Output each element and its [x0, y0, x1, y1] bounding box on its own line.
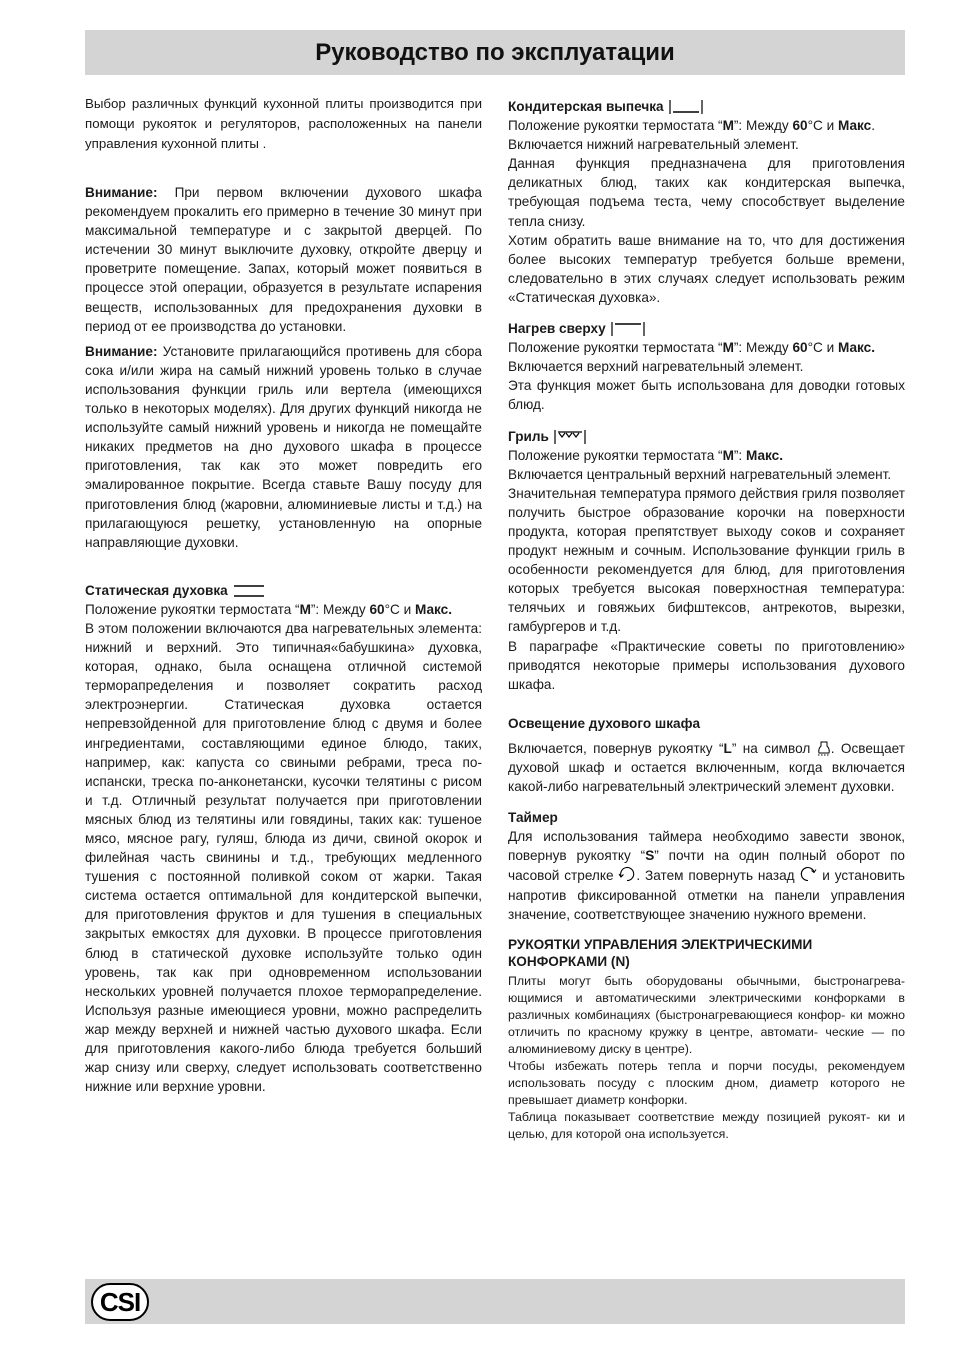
- text: S: [645, 848, 655, 864]
- top-heat-position: [508, 338, 905, 357]
- static-oven-heading-text: Статическая духовка: [85, 582, 228, 598]
- text: M: [722, 447, 734, 463]
- text: Положение рукоятки термостата “: [85, 601, 300, 617]
- left-column: [85, 94, 482, 1096]
- title-bar: [85, 30, 905, 75]
- text: . Затем повернуть назад: [636, 868, 800, 884]
- grill-line-2: Значительная температура прямого действия гриля позволяет получить быстрое образование корочки на поверхности продукта, которая препятствует выходу соков и сохраняет продукт нежным и сочным. Использование функции гриль в особенности рекомендуется для блюд, для приготовления которых требуется высокая поверхностная температура: телячьих и говяжьих бифштексов, антрекотов, вырезки, гамбургеров и т.д.: [508, 485, 905, 635]
- warning-label-2: Внимание:: [85, 343, 158, 359]
- grill-position: [508, 446, 905, 465]
- grill-line-1: Включается центральный верхний нагревательный элемент.: [508, 466, 892, 482]
- warning-paragraph-2: [85, 342, 482, 552]
- text: Положение рукоятки термостата “: [508, 447, 723, 463]
- static-oven-position: [85, 600, 482, 619]
- text: M: [299, 601, 311, 617]
- text: ”:: [733, 447, 746, 463]
- burners-paragraph-3: Таблица показывает соответствие между позицией рукоят- ки и целью, для которой она используется.: [508, 1109, 905, 1141]
- pastry-heading-text: Кондитерская выпечка: [508, 99, 664, 114]
- text: ”: Между: [733, 340, 793, 356]
- top-heat-line-2: Эта функция может быть использована для доводки готовых блюд.: [508, 378, 905, 413]
- grill-icon: [554, 429, 586, 445]
- text: . Освещает духовой шкаф и остается включенным, когда включается какой-либо нагревательный электрический элемент духовки.: [508, 740, 905, 795]
- timer-paragraph: [508, 827, 905, 923]
- oven-lamp-icon: [817, 740, 831, 756]
- text: Макс.: [838, 340, 876, 356]
- warning-paragraph-1: [85, 183, 482, 336]
- pastry-line-1: Включается нижний нагревательный элемент.: [508, 137, 799, 153]
- text: M: [722, 118, 734, 134]
- text: M: [722, 340, 734, 356]
- text: Макс.: [415, 601, 453, 617]
- static-oven-heading: [85, 581, 482, 600]
- pastry-line-2: Данная функция предназначена для приготовления деликатных блюд, таких как кондитерская выпечка, требующая подъема теста, чему способствует выделение тепла снизу.: [508, 156, 905, 229]
- text: L: [723, 740, 732, 756]
- text: 60: [792, 118, 808, 134]
- clockwise-arrow-icon: [618, 865, 636, 883]
- grill-heading: [508, 427, 905, 446]
- top-heat-icon: [611, 321, 645, 337]
- text: ”: Между: [733, 118, 793, 134]
- text: ” на символ: [731, 740, 817, 756]
- text: °С и: [384, 601, 415, 617]
- text: °С и: [807, 118, 838, 134]
- counterclockwise-arrow-icon: [799, 865, 817, 883]
- burners-heading: РУКОЯТКИ УПРАВЛЕНИЯ ЭЛЕКТРИЧЕСКИМИ КОНФОРКАМИ (N): [508, 936, 813, 970]
- warning-text-1: При первом включении духового шкафа рекомендуем прокалить его примерно в течение 30 минут при максимальной температуре и с закрытой дверцей. По истечении 30 минут выключите духовку, откройте дверцу и проветрите помещение. Запах, который может появиться в процессе этой операции, образуется в результате испарения веществ, использованных для предохранения духовки в период от ее производства до установки.: [85, 185, 482, 334]
- text: °С и: [807, 340, 838, 356]
- text: Для использования таймера необходимо завести звонок, повернув рукоятку “: [508, 829, 905, 864]
- intro-paragraph: [85, 94, 482, 154]
- pastry-line-3: Хотим обратить ваше внимание на то, что для достижения более высоких температур требуется больше времени, следовательно в этих случаях следует использовать режим «Статическая духовка».: [508, 232, 905, 305]
- text: ” почти на один полный оборот по часовой стрелке: [508, 848, 905, 884]
- right-column: [508, 94, 905, 1143]
- pastry-position: [508, 116, 905, 135]
- top-heat-line-1: Включается верхний нагревательный элемент.: [508, 359, 804, 375]
- static-oven-body: В этом положении включаются два нагревательных элемента: нижний и верхний. Это типичная«бабушкина» духовка, которая, однако, была оснащена отличной системой терморапределения и позволяет сократить расход электроэнергии. Статическая духовка остается непревзойденной для приготовление блюд с двумя и более ингредиентами, составляющими единое блюдо, таких, например, как: капуста со свиными ребрами, треса по-испански, треска по-анконетански, кусочки телятины с рисом и т.д. Отличный результат получается при приготовлении мясных блюд из телятины или говядины, таких как: тушеное мясо, мясное рагу, гуляш, блюда из дичи, свиной окорок и филейная часть свинины и т.д., требующих медленного тушения с постоянной поливкой соком от жарки. Такая система остается оптимальной для кондитерской выпечки, для приготовления фруктов и для тушения в специальных закрытых емкостях для духовки. В процессе приготовления блюд в статической духовке используйте только один уровень, так как при одновременном использовании нескольких уровней получается плохое терморапределение. Используя разные имеющиеся уровни, можно распределить жар между верхней и нижней частью духового шкафа. Если для приготовления какого-либо блюда требуется больший жар снизу или сверху, следует использовать соответственно нижние или верхние уровни.: [85, 620, 482, 1095]
- warning-text-2: Установите прилагающийся противень для сбора сока и/или жира на самый нижний уровень только в случае использования функции гриль или вертела (имеющихся только в некоторых моделях). Для других функций никогда не используйте самый нижний уровень и никогда не помещайте никаких предметов на дно духового шкафа в процессе приготовления, так как это может повредить его эмалированное покрытие. Всегда ставьте Вашу посуду для приготовления блюд (жаровни, алюминиевые листы и т.д.) на прилагающуюся решетку, установленную на опорные направляющие духовки.: [85, 343, 482, 550]
- text: Включается, повернув рукоятку “: [508, 740, 724, 756]
- grill-line-3: В параграфе «Практические советы по приготовлению» приводятся некоторые примеры использования духового шкафа.: [508, 638, 905, 692]
- text: Макс.: [745, 447, 783, 463]
- oven-light-paragraph: [508, 739, 905, 796]
- top-heat-heading: [508, 319, 905, 338]
- csi-logo: CSI: [91, 1283, 149, 1321]
- burners-paragraph-1: Плиты могут быть оборудованы обычными, быстронагрева- ющимися и автоматическими электрическими конфорками в различных комбинациях (быстронагревающиеся конфор- ки можно отличить по красному кружку в центре, автомати- ческие — по алюминиевому диску в центре).: [508, 973, 905, 1056]
- pastry-heading: [508, 97, 905, 116]
- intro-text: Выбор различных функций кухонной плиты производится при помощи рукояток и регуляторов, расположенных на панели управления кухонной плиты .: [85, 96, 482, 151]
- bottom-heat-icon: [669, 99, 703, 115]
- page-title: Руководство по эксплуатации: [315, 38, 675, 66]
- footer-bar: [85, 1279, 905, 1324]
- text: Макс: [838, 118, 872, 134]
- text: ”: Между: [310, 601, 370, 617]
- timer-heading: Таймер: [508, 810, 558, 826]
- text: Положение рукоятки термостата “: [508, 340, 723, 356]
- text: 60: [792, 340, 808, 356]
- static-oven-icon: [233, 584, 265, 598]
- burners-section: [508, 973, 905, 1143]
- text: и установить напротив фиксированной отметки на панели управления значение, соответствующее значению нужного времени.: [508, 868, 905, 922]
- text: Положение рукоятки термостата “: [508, 118, 723, 134]
- top-heat-heading-text: Нагрев сверху: [508, 321, 606, 337]
- text: .: [871, 118, 876, 134]
- burners-paragraph-2: Чтобы избежать потерь тепла и порчи посуды, рекомендуем использовать посуду с плоским дном, диаметр которого не превышает диаметр конфорки.: [508, 1058, 905, 1107]
- grill-heading-text: Гриль: [508, 428, 549, 444]
- warning-label-1: Внимание:: [85, 185, 158, 200]
- oven-light-heading: Освещение духового шкафа: [508, 715, 701, 731]
- text: 60: [369, 601, 385, 617]
